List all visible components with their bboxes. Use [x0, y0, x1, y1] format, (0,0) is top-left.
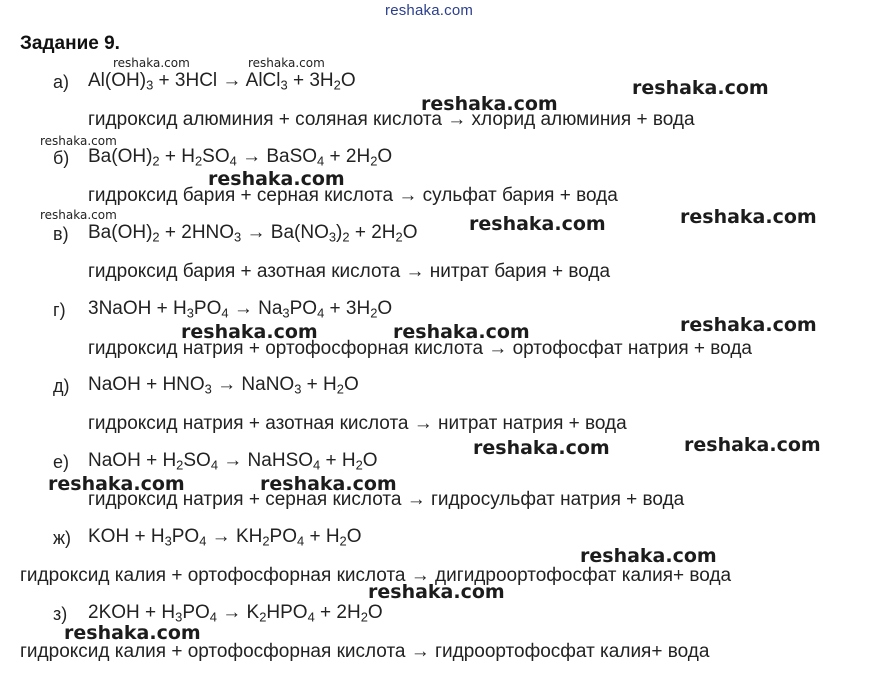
watermark: reshaka.com [393, 321, 530, 343]
subscript: 4 [313, 457, 321, 473]
watermark: reshaka.com [680, 314, 817, 336]
subscript: 4 [296, 533, 305, 549]
watermark: reshaka.com [181, 321, 318, 343]
description-z: гидроксид калия + ортофосфорная кислота → гидроортофосфат калия+ вода [20, 641, 710, 662]
subscript: 4 [209, 609, 217, 625]
subscript: 4 [229, 153, 237, 169]
watermark: reshaka.com [40, 208, 117, 222]
equation-e: NaOH + $H_2SO_4$ → NaHSO$_4$ + $H_2O$ [88, 450, 378, 473]
equation-a: $Al(OH)_3 + 3HCl$ → AlCl$_3$ + $3H_2O$ [88, 70, 356, 93]
description-g: гидроксид натрия + ортофосфорная кислота → ортофосфат натрия + вода [88, 338, 752, 359]
equation-d: NaOH + $HNO_3$ → NaNO$_3$ + $H_2O$ [88, 374, 359, 397]
description-d: гидроксид натрия + азотная кислота → нитрат натрия + вода [88, 413, 627, 434]
subscript: 2 [176, 457, 184, 473]
subscript: 4 [221, 305, 229, 321]
watermark: reshaka.com [208, 168, 345, 190]
subscript: 4 [199, 533, 207, 549]
equation-g: 3NaOH + $H_3PO_4 \to Na_3PO_4 + 3H_2O$ [88, 298, 393, 321]
subscript: 3 [280, 77, 288, 93]
item-label-b: б) [53, 148, 70, 168]
subscript: 3 [146, 77, 154, 93]
watermark: reshaka.com [680, 206, 817, 228]
subscript: 3 [204, 381, 212, 397]
item-label-e: е) [53, 452, 70, 472]
subscript: 4 [210, 457, 218, 473]
subscript: 2 [395, 229, 403, 245]
watermark: reshaka.com [48, 473, 185, 495]
item-label-zh: ж) [53, 528, 72, 548]
subscript: 2 [152, 229, 160, 245]
subscript: 2 [194, 153, 203, 169]
item-label-d: д) [53, 376, 70, 396]
subscript: 2 [339, 533, 347, 549]
task-title: Задание 9. [20, 33, 120, 54]
watermark: reshaka.com [113, 56, 190, 70]
subscript: 3 [186, 305, 194, 321]
subscript: 2 [259, 609, 267, 625]
description-e: гидроксид натрия + серная кислота → гидросульфат натрия + вода [88, 489, 685, 510]
watermark: reshaka.com [473, 437, 610, 459]
site-header-link[interactable]: reshaka.com [385, 2, 474, 19]
subscript: 2 [152, 153, 160, 169]
subscript: 4 [317, 305, 325, 321]
subscript: 4 [307, 609, 315, 625]
item-label-g: г) [53, 300, 66, 320]
watermark: reshaka.com [260, 473, 397, 495]
subscript: 2 [336, 381, 344, 397]
subscript: 4 [317, 153, 325, 169]
subscript: 2 [262, 533, 270, 549]
subscript: 2 [370, 153, 378, 169]
subscript: 2 [355, 457, 363, 473]
subscript: 3 [175, 609, 183, 625]
watermark: reshaka.com [469, 213, 606, 235]
description-zh: гидроксид калия + ортофосфорная кислота → дигидроортофосфат калия+ вода [20, 565, 732, 586]
equation-b: $Ba(OH)_2 + H_2SO_4$ → BaSO$_4$ + $2H_2O$ [88, 146, 393, 169]
subscript: 3 [294, 381, 302, 397]
description-a: гидроксид алюминия + соляная кислота → хлорид алюминия + вода [88, 109, 695, 130]
subscript: 3 [328, 229, 337, 245]
watermark: reshaka.com [248, 56, 325, 70]
watermark: reshaka.com [632, 77, 769, 99]
item-label-v: в) [53, 224, 69, 244]
item-label-z: з) [53, 604, 68, 624]
subscript: 2 [342, 229, 350, 245]
item-label-a: а) [53, 72, 70, 92]
watermark: reshaka.com [684, 434, 821, 456]
subscript: 3 [282, 305, 290, 321]
watermark: reshaka.com [40, 134, 117, 148]
subscript: 3 [164, 533, 172, 549]
watermark: reshaka.com [64, 622, 201, 644]
subscript: 2 [370, 305, 378, 321]
watermark: reshaka.com [580, 545, 717, 567]
watermark: reshaka.com [421, 93, 558, 115]
subscript: 2 [333, 77, 341, 93]
equation-zh: KOH + $H_3PO_4 \to KH_2PO_4 + H_2O$ [88, 526, 362, 549]
watermark: reshaka.com [368, 581, 505, 603]
subscript: 3 [234, 229, 242, 245]
description-v: гидроксид бария + азотная кислота → нитрат бария + вода [88, 261, 611, 282]
subscript: 2 [360, 609, 368, 625]
description-b: гидроксид бария + серная кислота → сульфат бария + вода [88, 185, 618, 206]
equation-v: $Ba(OH)_2 + 2HNO_3 \to Ba(NO_3)_2 + 2H_2O$ [88, 222, 418, 245]
equation-z: $2KOH + H_3PO_4 \to K_2HPO_4 + 2H_2O$ [88, 602, 383, 625]
